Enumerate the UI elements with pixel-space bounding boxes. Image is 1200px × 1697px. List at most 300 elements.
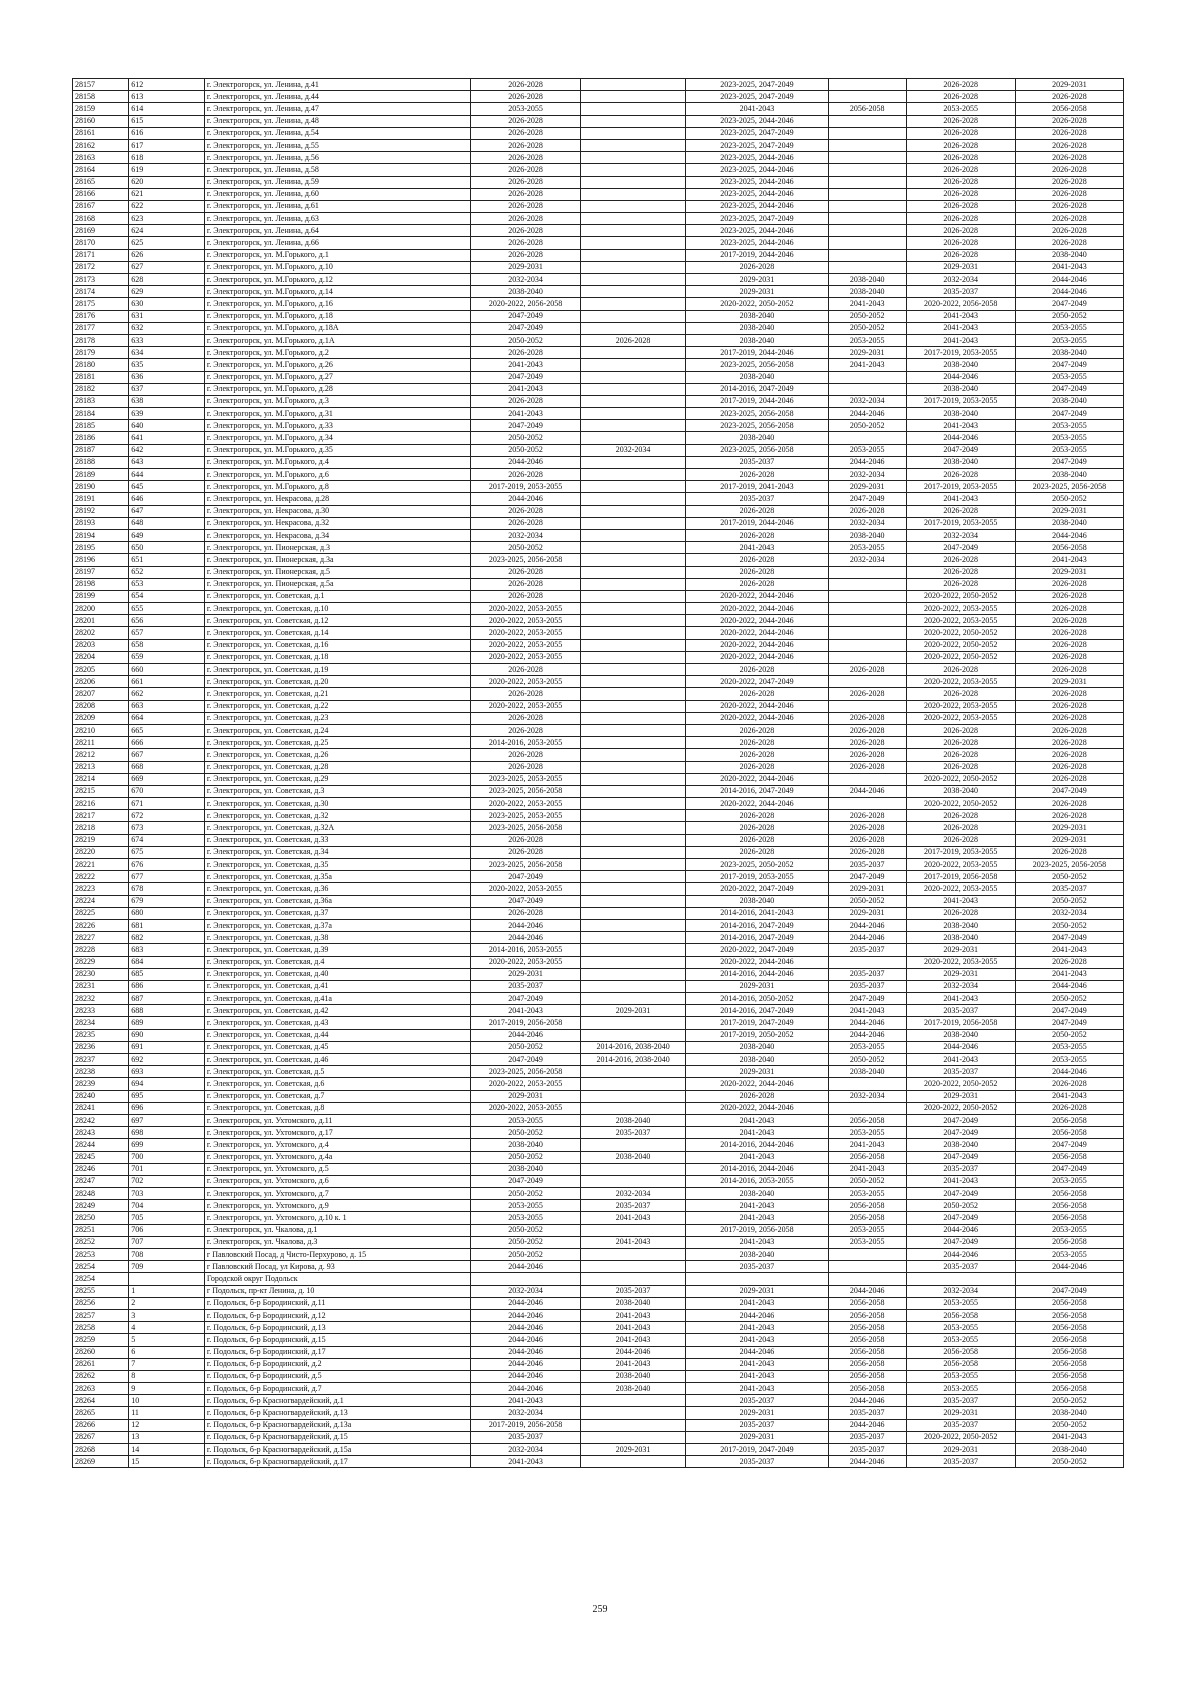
row-id-cell: 28229	[73, 956, 129, 968]
period-cell-1: 2020-2022, 2053-2055	[470, 700, 580, 712]
period-cell-3: 2026-2028	[686, 737, 829, 749]
period-cell-2: 2035-2037	[581, 1285, 686, 1297]
period-cell-5: 2026-2028	[906, 554, 1015, 566]
table-row	[73, 529, 1124, 541]
row-number-cell: 630	[129, 298, 205, 310]
period-cell-6: 2026-2028	[1015, 590, 1123, 602]
period-cell-4: 2041-2043	[828, 1005, 906, 1017]
period-cell-1: 2020-2022, 2053-2055	[470, 627, 580, 639]
row-number-cell: 12	[129, 1419, 205, 1431]
period-cell-2	[581, 603, 686, 615]
period-cell-3: 2023-2025, 2047-2049	[686, 139, 829, 151]
period-cell-3: 2029-2031	[686, 1285, 829, 1297]
period-cell-4: 2029-2031	[828, 347, 906, 359]
period-cell-1: 2026-2028	[470, 127, 580, 139]
period-cell-6: 2047-2049	[1015, 1285, 1123, 1297]
period-cell-5: 2026-2028	[906, 688, 1015, 700]
table-row	[73, 859, 1124, 871]
row-number-cell: 633	[129, 334, 205, 346]
period-cell-3: 2023-2025, 2044-2046	[686, 200, 829, 212]
period-cell-4: 2044-2046	[828, 456, 906, 468]
period-cell-1: 2047-2049	[470, 420, 580, 432]
period-cell-1: 2038-2040	[470, 286, 580, 298]
period-cell-5: 2047-2049	[906, 444, 1015, 456]
period-cell-4	[828, 200, 906, 212]
period-cell-3: 2026-2028	[686, 529, 829, 541]
period-cell-1: 2023-2025, 2056-2058	[470, 859, 580, 871]
table-row	[73, 91, 1124, 103]
period-cell-3: 2020-2022, 2044-2046	[686, 1102, 829, 1114]
row-id-cell: 28231	[73, 980, 129, 992]
period-cell-5: 2029-2031	[906, 1407, 1015, 1419]
row-number-cell: 634	[129, 347, 205, 359]
period-cell-3: 2026-2028	[686, 846, 829, 858]
period-cell-4	[828, 115, 906, 127]
row-number-cell: 666	[129, 737, 205, 749]
period-cell-1: 2044-2046	[470, 1322, 580, 1334]
table-row	[73, 164, 1124, 176]
period-cell-2: 2035-2037	[581, 1127, 686, 1139]
period-cell-3: 2020-2022, 2044-2046	[686, 615, 829, 627]
period-cell-6: 2056-2058	[1015, 1151, 1123, 1163]
period-cell-3: 2044-2046	[686, 1346, 829, 1358]
row-number-cell: 655	[129, 603, 205, 615]
period-cell-5: 2026-2028	[906, 810, 1015, 822]
period-cell-1: 2035-2037	[470, 1431, 580, 1443]
period-cell-4	[828, 603, 906, 615]
period-cell-3: 2029-2031	[686, 1407, 829, 1419]
period-cell-1: 2026-2028	[470, 469, 580, 481]
period-cell-2	[581, 1407, 686, 1419]
period-cell-6: 2056-2058	[1015, 1358, 1123, 1370]
table-row	[73, 566, 1124, 578]
period-cell-1: 2026-2028	[470, 578, 580, 590]
row-id-cell: 28221	[73, 859, 129, 871]
period-cell-3: 2023-2025, 2047-2049	[686, 79, 829, 91]
row-number-cell: 659	[129, 651, 205, 663]
period-cell-2	[581, 432, 686, 444]
period-cell-1: 2026-2028	[470, 688, 580, 700]
period-cell-6: 2056-2058	[1015, 542, 1123, 554]
period-cell-2	[581, 493, 686, 505]
period-cell-6: 2038-2040	[1015, 517, 1123, 529]
table-row	[73, 1127, 1124, 1139]
period-cell-5: 2041-2043	[906, 493, 1015, 505]
address-cell: г. Подольск, б-р Бородинский, д.2	[204, 1358, 470, 1370]
period-cell-1: 2014-2016, 2053-2055	[470, 737, 580, 749]
period-cell-3: 2017-2019, 2050-2052	[686, 1029, 829, 1041]
table-row	[73, 810, 1124, 822]
period-cell-2: 2026-2028	[581, 334, 686, 346]
period-cell-1: 2032-2034	[470, 1285, 580, 1297]
period-cell-6: 2050-2052	[1015, 310, 1123, 322]
period-cell-5: 2026-2028	[906, 176, 1015, 188]
row-id-cell: 28161	[73, 127, 129, 139]
row-number-cell: 619	[129, 164, 205, 176]
period-cell-4: 2035-2037	[828, 1407, 906, 1419]
period-cell-4: 2026-2028	[828, 834, 906, 846]
row-id-cell: 28257	[73, 1309, 129, 1321]
period-cell-4: 2038-2040	[828, 274, 906, 286]
row-number-cell: 629	[129, 286, 205, 298]
row-id-cell: 28255	[73, 1285, 129, 1297]
period-cell-3: 2035-2037	[686, 456, 829, 468]
row-id-cell: 28208	[73, 700, 129, 712]
period-cell-4	[828, 578, 906, 590]
table-row	[73, 1456, 1124, 1468]
row-number-cell: 617	[129, 139, 205, 151]
period-cell-1: 2050-2052	[470, 432, 580, 444]
period-cell-2	[581, 676, 686, 688]
period-cell-5: 2026-2028	[906, 188, 1015, 200]
period-cell-1: 2032-2034	[470, 1407, 580, 1419]
row-id-cell: 28173	[73, 274, 129, 286]
row-number-cell: 636	[129, 371, 205, 383]
period-cell-2	[581, 103, 686, 115]
table-row	[73, 1224, 1124, 1236]
address-cell: г. Электрогорск, ул. Советская, д.42	[204, 1005, 470, 1017]
period-cell-1: 2050-2052	[470, 1224, 580, 1236]
period-cell-4: 2026-2028	[828, 712, 906, 724]
period-cell-1: 2020-2022, 2053-2055	[470, 651, 580, 663]
period-cell-3: 2014-2016, 2047-2049	[686, 785, 829, 797]
period-cell-4	[828, 261, 906, 273]
address-cell: г. Подольск, б-р Бородинский, д.12	[204, 1309, 470, 1321]
period-cell-5: 2029-2031	[906, 1090, 1015, 1102]
period-cell-3: 2035-2037	[686, 1456, 829, 1468]
period-cell-2	[581, 505, 686, 517]
row-number-cell: 680	[129, 907, 205, 919]
table-row	[73, 627, 1124, 639]
period-cell-6: 2026-2028	[1015, 798, 1123, 810]
period-cell-5: 2032-2034	[906, 1285, 1015, 1297]
period-cell-4: 2053-2055	[828, 1127, 906, 1139]
table-row	[73, 1358, 1124, 1370]
period-cell-5: 2026-2028	[906, 115, 1015, 127]
period-cell-4: 2032-2034	[828, 469, 906, 481]
period-cell-2	[581, 1017, 686, 1029]
period-cell-2	[581, 554, 686, 566]
period-cell-6: 2041-2043	[1015, 1431, 1123, 1443]
period-cell-5: 2026-2028	[906, 139, 1015, 151]
table-row	[73, 420, 1124, 432]
period-cell-5: 2056-2058	[906, 1309, 1015, 1321]
period-cell-1: 2026-2028	[470, 505, 580, 517]
address-cell: г. Электрогорск, ул. Ухтомского, д.10 к. 1	[204, 1212, 470, 1224]
table-row	[73, 469, 1124, 481]
table-row	[73, 1102, 1124, 1114]
period-cell-3	[686, 1273, 829, 1285]
period-cell-1: 2026-2028	[470, 79, 580, 91]
period-cell-3: 2038-2040	[686, 334, 829, 346]
period-cell-5: 2038-2040	[906, 919, 1015, 931]
period-cell-5: 2038-2040	[906, 1139, 1015, 1151]
row-id-cell: 28251	[73, 1224, 129, 1236]
row-id-cell: 28215	[73, 785, 129, 797]
period-cell-6: 2053-2055	[1015, 444, 1123, 456]
period-cell-2	[581, 785, 686, 797]
period-cell-2	[581, 395, 686, 407]
period-cell-6: 2047-2049	[1015, 1005, 1123, 1017]
period-cell-4: 2044-2046	[828, 1017, 906, 1029]
table-row	[73, 176, 1124, 188]
period-cell-1: 2026-2028	[470, 188, 580, 200]
period-cell-1: 2026-2028	[470, 225, 580, 237]
row-number-cell: 2	[129, 1297, 205, 1309]
period-cell-2	[581, 298, 686, 310]
row-number-cell: 5	[129, 1334, 205, 1346]
address-cell: г. Электрогорск, ул. Советская, д.34	[204, 846, 470, 858]
address-cell: г. Электрогорск, ул. Некрасова, д.28	[204, 493, 470, 505]
period-cell-6: 2047-2049	[1015, 1017, 1123, 1029]
period-cell-6: 2050-2052	[1015, 993, 1123, 1005]
table-row	[73, 578, 1124, 590]
period-cell-5: 2032-2034	[906, 274, 1015, 286]
period-cell-3: 2041-2043	[686, 1322, 829, 1334]
table-row	[73, 286, 1124, 298]
period-cell-5: 2053-2055	[906, 1383, 1015, 1395]
period-cell-6: 2026-2028	[1015, 651, 1123, 663]
period-cell-2: 2038-2040	[581, 1151, 686, 1163]
period-cell-4	[828, 213, 906, 225]
table-row	[73, 79, 1124, 91]
period-cell-4: 2056-2058	[828, 1309, 906, 1321]
period-cell-3: 2041-2043	[686, 1127, 829, 1139]
row-number-cell: 4	[129, 1322, 205, 1334]
period-cell-4: 2050-2052	[828, 895, 906, 907]
row-number-cell: 656	[129, 615, 205, 627]
table-row	[73, 590, 1124, 602]
period-cell-5: 2038-2040	[906, 359, 1015, 371]
table-row	[73, 1005, 1124, 1017]
period-cell-1: 2029-2031	[470, 1090, 580, 1102]
period-cell-5: 2026-2028	[906, 505, 1015, 517]
table-row	[73, 1090, 1124, 1102]
period-cell-6: 2023-2025, 2056-2058	[1015, 859, 1123, 871]
row-id-cell: 28241	[73, 1102, 129, 1114]
row-id-cell: 28220	[73, 846, 129, 858]
period-cell-3: 2020-2022, 2044-2046	[686, 700, 829, 712]
address-cell: г. Электрогорск, ул. Ленина, д.59	[204, 176, 470, 188]
period-cell-5: 2029-2031	[906, 944, 1015, 956]
row-id-cell: 28213	[73, 761, 129, 773]
address-cell: г. Электрогорск, ул. Советская, д.35а	[204, 871, 470, 883]
row-number-cell: 664	[129, 712, 205, 724]
period-cell-3: 2044-2046	[686, 1309, 829, 1321]
period-cell-3: 2041-2043	[686, 1358, 829, 1370]
period-cell-3: 2023-2025, 2044-2046	[686, 176, 829, 188]
period-cell-3: 2020-2022, 2044-2046	[686, 590, 829, 602]
period-cell-6: 2026-2028	[1015, 846, 1123, 858]
table-row	[73, 1212, 1124, 1224]
period-cell-5: 2017-2019, 2053-2055	[906, 517, 1015, 529]
period-cell-4: 2044-2046	[828, 1419, 906, 1431]
address-cell: г. Электрогорск, ул. М.Горького, д.2	[204, 347, 470, 359]
period-cell-5: 2020-2022, 2050-2052	[906, 1431, 1015, 1443]
period-cell-2	[581, 371, 686, 383]
period-cell-5: 2017-2019, 2053-2055	[906, 846, 1015, 858]
row-id-cell: 28217	[73, 810, 129, 822]
row-number-cell: 699	[129, 1139, 205, 1151]
table-row	[73, 1431, 1124, 1443]
address-cell: г. Электрогорск, ул. Советская, д.30	[204, 798, 470, 810]
period-cell-1: 2020-2022, 2053-2055	[470, 956, 580, 968]
period-cell-2: 2035-2037	[581, 1200, 686, 1212]
period-cell-3: 2020-2022, 2044-2046	[686, 712, 829, 724]
period-cell-6: 2026-2028	[1015, 639, 1123, 651]
row-id-cell: 28178	[73, 334, 129, 346]
period-cell-1: 2044-2046	[470, 1370, 580, 1382]
row-id-cell: 28174	[73, 286, 129, 298]
row-id-cell: 28190	[73, 481, 129, 493]
period-cell-2	[581, 700, 686, 712]
period-cell-2	[581, 383, 686, 395]
row-id-cell: 28254	[73, 1261, 129, 1273]
period-cell-5: 2035-2037	[906, 1419, 1015, 1431]
period-cell-6: 2053-2055	[1015, 1054, 1123, 1066]
table-row	[73, 761, 1124, 773]
period-cell-3: 2014-2016, 2044-2046	[686, 1139, 829, 1151]
period-cell-4	[828, 773, 906, 785]
period-cell-1: 2023-2025, 2056-2058	[470, 1066, 580, 1078]
period-cell-5: 2038-2040	[906, 932, 1015, 944]
period-cell-4: 2044-2046	[828, 919, 906, 931]
period-cell-6: 2047-2049	[1015, 1139, 1123, 1151]
period-cell-4: 2050-2052	[828, 1054, 906, 1066]
period-cell-6: 2026-2028	[1015, 700, 1123, 712]
row-id-cell: 28219	[73, 834, 129, 846]
period-cell-4: 2035-2037	[828, 944, 906, 956]
period-cell-4: 2026-2028	[828, 505, 906, 517]
row-number-cell: 650	[129, 542, 205, 554]
address-cell: г. Электрогорск, ул. М.Горького, д.12	[204, 274, 470, 286]
period-cell-1: 2053-2055	[470, 103, 580, 115]
address-cell: г. Электрогорск, ул. М.Горького, д.4	[204, 456, 470, 468]
address-cell: г. Электрогорск, ул. Некрасова, д.32	[204, 517, 470, 529]
period-cell-4: 2032-2034	[828, 1090, 906, 1102]
row-number-cell: 639	[129, 408, 205, 420]
period-cell-2	[581, 1395, 686, 1407]
period-cell-5: 2041-2043	[906, 993, 1015, 1005]
row-number-cell: 658	[129, 639, 205, 651]
period-cell-1: 2050-2052	[470, 1151, 580, 1163]
address-cell: г. Электрогорск, ул. М.Горького, д.3	[204, 395, 470, 407]
address-cell: г. Электрогорск, ул. Ухтомского, д.6	[204, 1175, 470, 1187]
row-number-cell: 640	[129, 420, 205, 432]
period-cell-3: 2023-2025, 2044-2046	[686, 152, 829, 164]
period-cell-4: 2026-2028	[828, 846, 906, 858]
row-number-cell: 692	[129, 1054, 205, 1066]
table-row	[73, 1200, 1124, 1212]
period-cell-4	[828, 639, 906, 651]
period-cell-3: 2026-2028	[686, 469, 829, 481]
row-id-cell: 28233	[73, 1005, 129, 1017]
address-cell: г. Электрогорск, ул. Советская, д.3	[204, 785, 470, 797]
address-cell: г. Электрогорск, ул. Советская, д.37	[204, 907, 470, 919]
period-cell-3: 2014-2016, 2041-2043	[686, 907, 829, 919]
row-number-cell: 620	[129, 176, 205, 188]
address-cell: г. Электрогорск, ул. Советская, д.41	[204, 980, 470, 992]
row-id-cell: 28188	[73, 456, 129, 468]
table-row	[73, 1029, 1124, 1041]
period-cell-6: 2026-2028	[1015, 225, 1123, 237]
address-cell: Городской округ Подольск	[204, 1273, 470, 1285]
period-cell-5: 2020-2022, 2050-2052	[906, 639, 1015, 651]
period-cell-3: 2014-2016, 2047-2049	[686, 919, 829, 931]
period-cell-1: 2047-2049	[470, 993, 580, 1005]
address-cell: г. Электрогорск, ул. Советская, д.45	[204, 1041, 470, 1053]
period-cell-4	[828, 164, 906, 176]
period-cell-3: 2020-2022, 2044-2046	[686, 627, 829, 639]
table-row	[73, 822, 1124, 834]
period-cell-3: 2020-2022, 2044-2046	[686, 798, 829, 810]
address-cell: г. Электрогорск, ул. Советская, д.40	[204, 968, 470, 980]
period-cell-5: 2050-2052	[906, 1200, 1015, 1212]
table-row	[73, 907, 1124, 919]
period-cell-6: 2038-2040	[1015, 347, 1123, 359]
period-cell-6: 2026-2028	[1015, 188, 1123, 200]
table-row	[73, 798, 1124, 810]
period-cell-2	[581, 810, 686, 822]
period-cell-2	[581, 871, 686, 883]
period-cell-5: 2035-2037	[906, 1456, 1015, 1468]
period-cell-5: 2026-2028	[906, 152, 1015, 164]
row-id-cell: 28198	[73, 578, 129, 590]
address-cell: г. Подольск, б-р Красногвардейский, д.13а	[204, 1419, 470, 1431]
period-cell-5: 2026-2028	[906, 737, 1015, 749]
period-cell-2	[581, 359, 686, 371]
address-cell: г. Электрогорск, ул. Советская, д.36а	[204, 895, 470, 907]
row-number-cell: 708	[129, 1249, 205, 1261]
period-cell-6: 2044-2046	[1015, 529, 1123, 541]
period-cell-3: 2035-2037	[686, 1261, 829, 1273]
table-row	[73, 1273, 1124, 1285]
period-cell-3: 2020-2022, 2047-2049	[686, 676, 829, 688]
table-row	[73, 1139, 1124, 1151]
period-cell-5: 2029-2031	[906, 1444, 1015, 1456]
row-id-cell: 28164	[73, 164, 129, 176]
period-cell-4: 2047-2049	[828, 993, 906, 1005]
table-row	[73, 200, 1124, 212]
period-cell-2	[581, 712, 686, 724]
period-cell-6: 2026-2028	[1015, 237, 1123, 249]
row-number-cell: 690	[129, 1029, 205, 1041]
period-cell-1: 2023-2025, 2056-2058	[470, 785, 580, 797]
period-cell-5: 2026-2028	[906, 249, 1015, 261]
period-cell-2	[581, 225, 686, 237]
period-cell-6: 2056-2058	[1015, 1322, 1123, 1334]
period-cell-6: 2050-2052	[1015, 1456, 1123, 1468]
period-cell-2	[581, 688, 686, 700]
period-cell-6: 2056-2058	[1015, 1200, 1123, 1212]
row-id-cell: 28185	[73, 420, 129, 432]
row-number-cell: 705	[129, 1212, 205, 1224]
period-cell-2	[581, 944, 686, 956]
row-number-cell: 667	[129, 749, 205, 761]
table-row	[73, 1444, 1124, 1456]
period-cell-2	[581, 761, 686, 773]
period-cell-4: 2026-2028	[828, 749, 906, 761]
address-cell: г. Электрогорск, ул. Советская, д.14	[204, 627, 470, 639]
address-cell: г. Электрогорск, ул. Советская, д.16	[204, 639, 470, 651]
period-cell-6: 2047-2049	[1015, 1163, 1123, 1175]
row-id-cell: 28187	[73, 444, 129, 456]
period-cell-5: 2047-2049	[906, 1188, 1015, 1200]
period-cell-1: 2026-2028	[470, 249, 580, 261]
address-cell: г. Электрогорск, ул. М.Горького, д.18А	[204, 322, 470, 334]
period-cell-4: 2050-2052	[828, 1175, 906, 1187]
address-cell: г. Электрогорск, ул. Ленина, д.63	[204, 213, 470, 225]
